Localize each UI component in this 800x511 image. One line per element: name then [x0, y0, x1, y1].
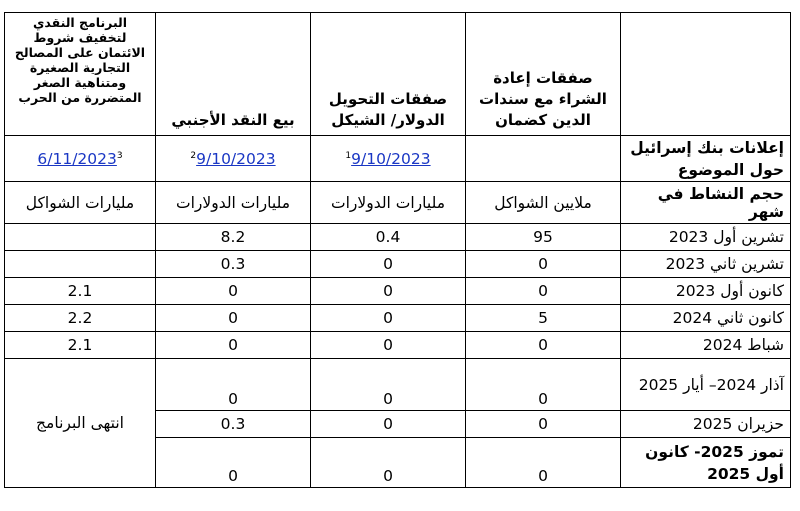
- units-row: [5, 182, 791, 224]
- month-cell: آذار 2024– أيار 2025: [621, 359, 791, 411]
- header-credit-program: البرنامج النقدي لتخفيف شروط الائتمان على المصالح التجارية الصغيرة ومتناهية الصغر المتضررة من الحرب: [5, 13, 156, 136]
- repo-cell: 0: [466, 332, 621, 359]
- month-cell: تموز 2025- كانون أول 2025: [621, 438, 791, 488]
- repo-cell: 0: [466, 278, 621, 305]
- header-fx: بيع النقد الأجنبي: [156, 13, 311, 136]
- fx-cell: 0: [156, 438, 311, 488]
- swap-cell: 0: [311, 359, 466, 411]
- swap-cell: 0: [311, 332, 466, 359]
- announcements-row: [5, 136, 791, 182]
- month-cell: تشرين ثاني 2023: [621, 251, 791, 278]
- repo-cell: 0: [466, 359, 621, 411]
- swap-cell: 0: [311, 411, 466, 438]
- swap-cell: 0.4: [311, 224, 466, 251]
- fx-cell: 0.3: [156, 251, 311, 278]
- table-row: [5, 251, 791, 278]
- fx-cell: 8.2: [156, 224, 311, 251]
- fx-cell: 0.3: [156, 411, 311, 438]
- repo-cell: 0: [466, 411, 621, 438]
- units-swap: مليارات الدولارات: [311, 182, 466, 224]
- credit-cell: 2.1: [5, 278, 156, 305]
- fx-cell: 0: [156, 359, 311, 411]
- units-label: حجم النشاط في شهر: [621, 182, 791, 224]
- credit-cell: 2.1: [5, 332, 156, 359]
- month-cell: شباط 2024: [621, 332, 791, 359]
- footnote-3: 3: [116, 150, 123, 161]
- month-cell: كانون ثاني 2024: [621, 305, 791, 332]
- credit-announcement-link[interactable]: 6/11/2023: [37, 149, 117, 168]
- repo-cell: 5: [466, 305, 621, 332]
- month-cell: كانون أول 2023: [621, 278, 791, 305]
- table-row: [5, 332, 791, 359]
- header-repo: صفقات إعادة الشراء مع سندات الدين كضمان: [466, 13, 621, 136]
- units-credit: مليارات الشواكل: [5, 182, 156, 224]
- header-label-cell: [621, 13, 791, 136]
- fx-cell: 0: [156, 305, 311, 332]
- fx-cell: 0: [156, 278, 311, 305]
- bank-activity-table: [4, 12, 791, 488]
- announcement-credit: [5, 136, 156, 182]
- month-cell: حزيران 2025: [621, 411, 791, 438]
- announcement-repo: [466, 136, 621, 182]
- units-repo: ملايين الشواكل: [466, 182, 621, 224]
- credit-cell: [5, 224, 156, 251]
- fx-announcement-link[interactable]: 9/10/2023: [196, 149, 276, 168]
- table-row: [5, 224, 791, 251]
- fx-cell: 0: [156, 332, 311, 359]
- swap-cell: 0: [311, 438, 466, 488]
- units-fx: مليارات الدولارات: [156, 182, 311, 224]
- credit-cell: 2.2: [5, 305, 156, 332]
- swap-announcement-link[interactable]: 9/10/2023: [351, 149, 431, 168]
- footnote-2: 2: [190, 150, 197, 161]
- table-row: [5, 359, 791, 411]
- table-row: [5, 305, 791, 332]
- announcement-fx: [156, 136, 311, 182]
- repo-cell: 0: [466, 438, 621, 488]
- swap-cell: 0: [311, 305, 466, 332]
- swap-cell: 0: [311, 278, 466, 305]
- program-ended-cell: انتهى البرنامج: [5, 359, 156, 488]
- swap-cell: 0: [311, 251, 466, 278]
- header-swap: صفقات التحويل الدولار/ الشيكل: [311, 13, 466, 136]
- header-row: [5, 13, 791, 136]
- footnote-1: 1: [345, 150, 352, 161]
- announcements-label: إعلانات بنك إسرائيل حول الموضوع: [621, 136, 791, 182]
- repo-cell: 0: [466, 251, 621, 278]
- repo-cell: 95: [466, 224, 621, 251]
- table-row: [5, 278, 791, 305]
- announcement-swap: [311, 136, 466, 182]
- credit-cell: [5, 251, 156, 278]
- month-cell: تشرين أول 2023: [621, 224, 791, 251]
